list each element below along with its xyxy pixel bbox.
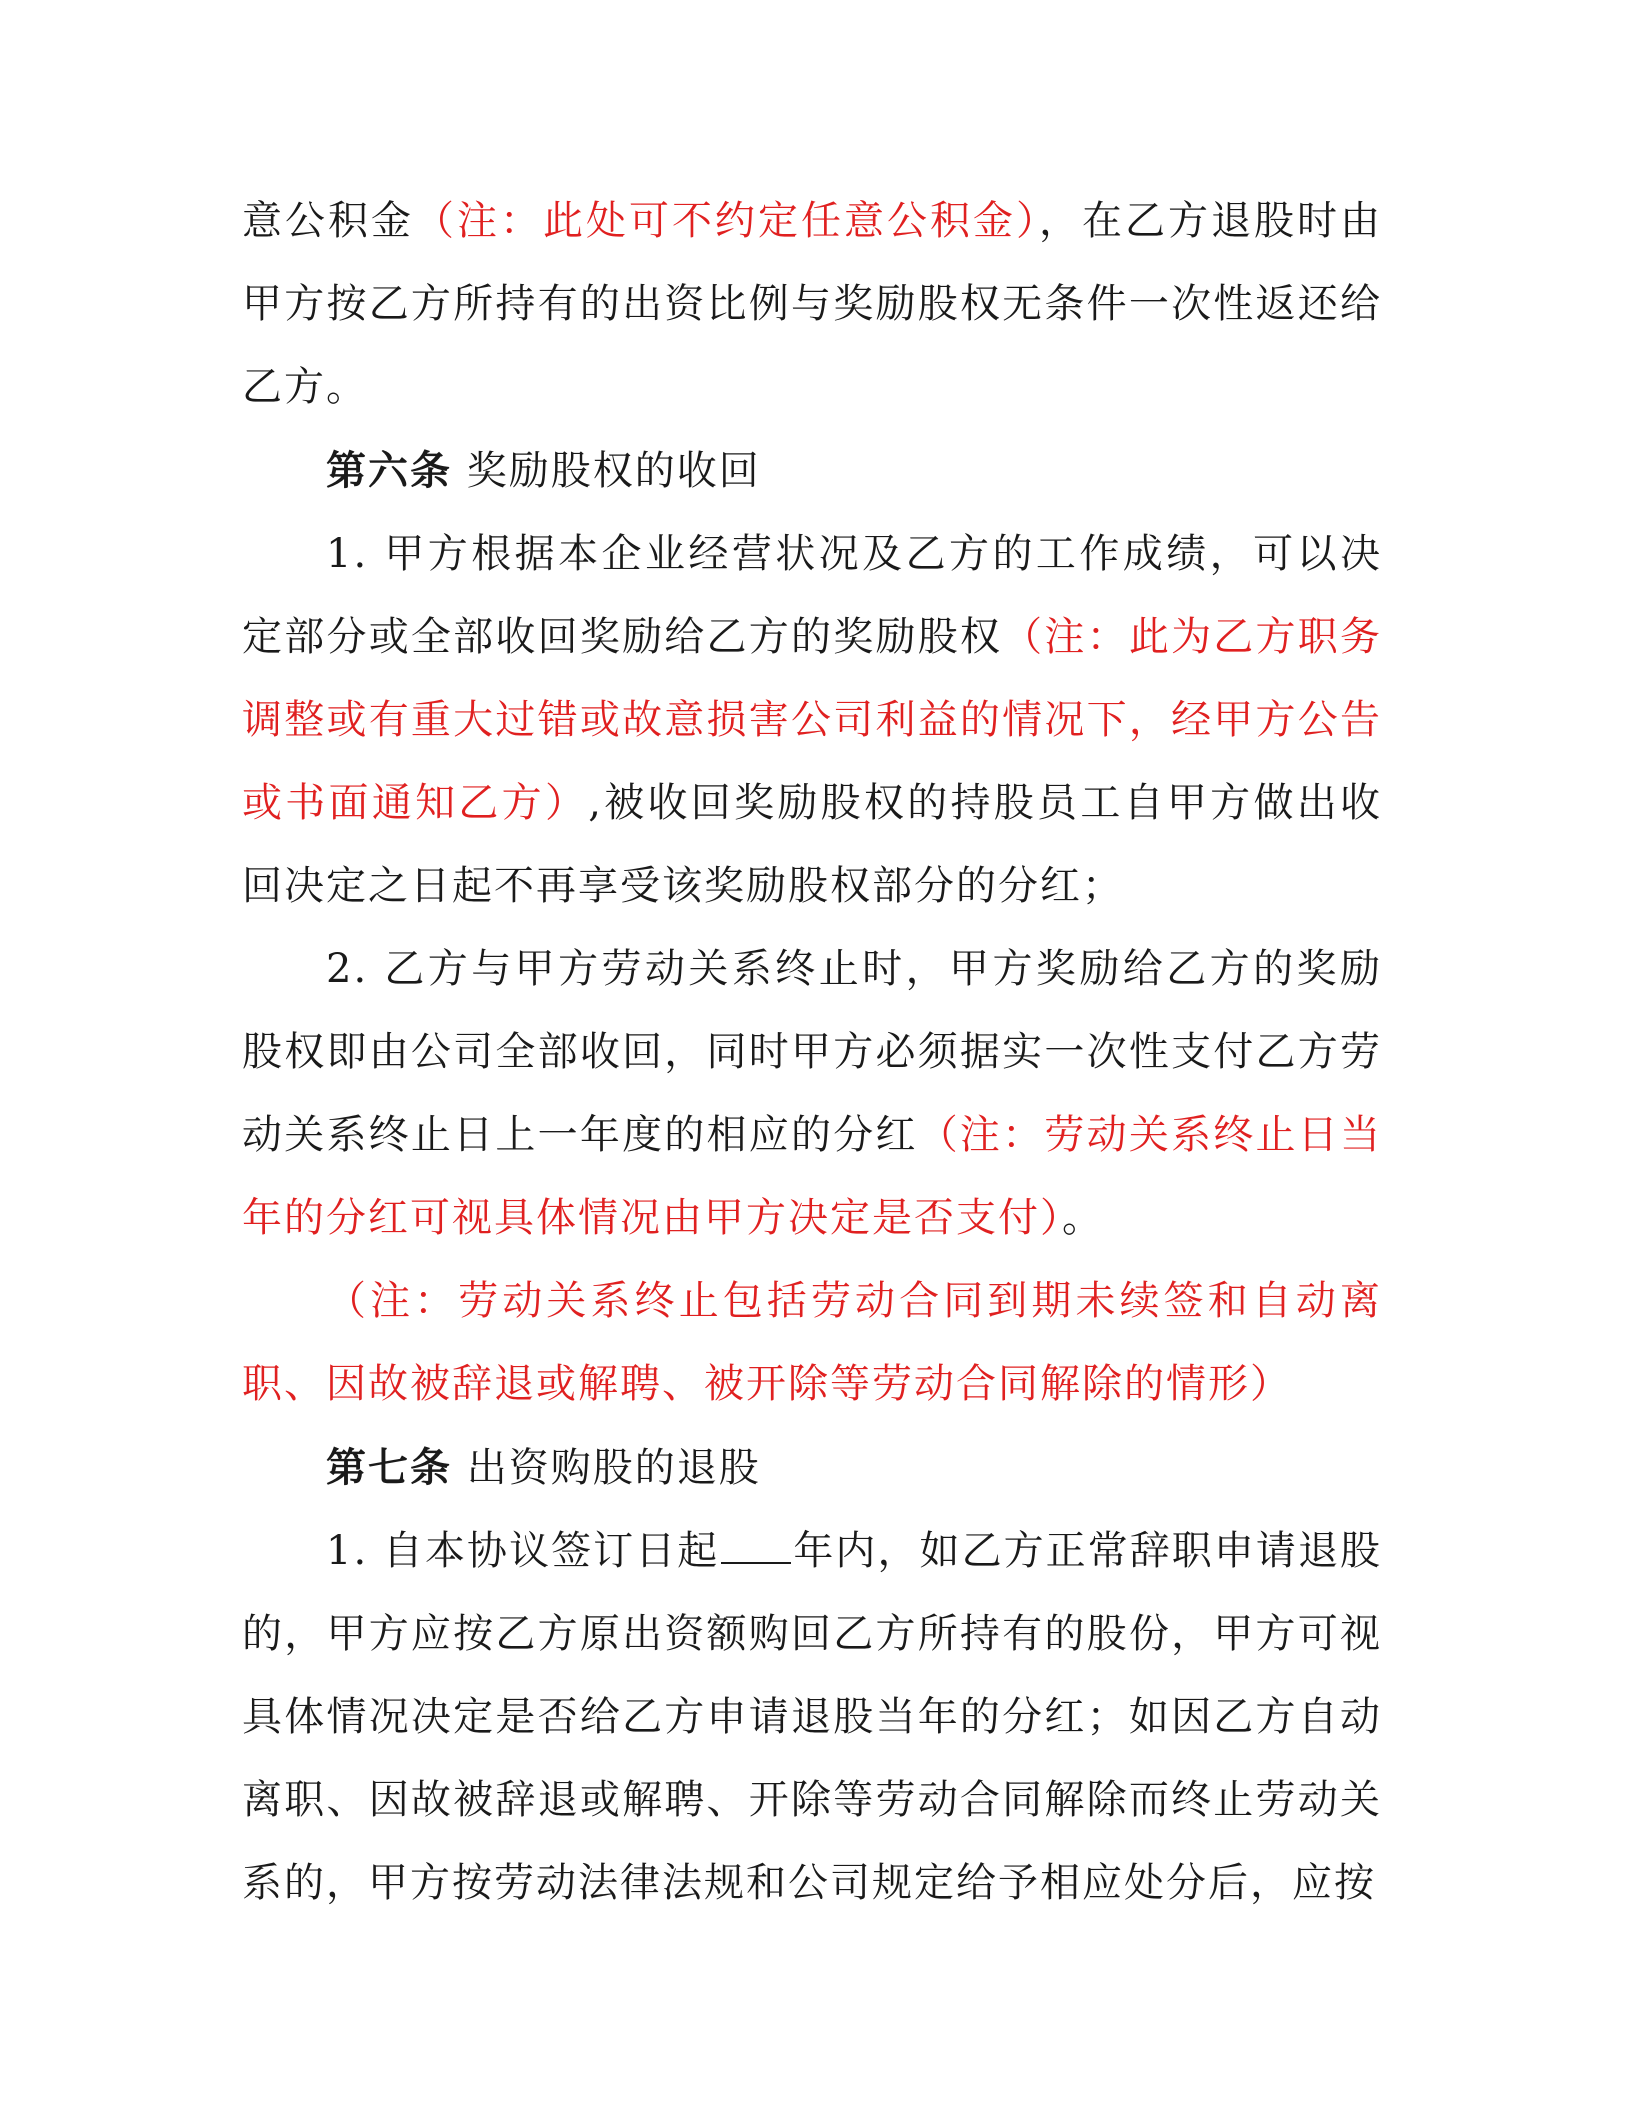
paragraph-surplus-reserve — [242, 180, 1382, 429]
paragraph-text: 1. 自本协议签订日起 — [326, 1528, 720, 1574]
paragraph-text: ，在乙方退股时由甲方按乙方所持有的出资比例与奖励股权无条件一次性返还给乙方。 — [242, 198, 1382, 410]
note-annotation: （注：此为乙方职务调整或有重大过错或故意损害公司利益的情况下，经甲方公告或书面通知乙方） — [242, 614, 1383, 826]
paragraph-text: 2. 乙方与甲方劳动关系终止时，甲方奖励给乙方的奖励股权即由公司全部收回，同时甲方必须据实一次性支付乙方劳动关系终止日上一年度的相应的分红 — [242, 946, 1382, 1158]
note-annotation: （注：劳动关系终止日当年的分红可视具体情况由甲方决定是否支付） — [242, 1112, 1383, 1241]
article-title: 出资购股的退股 — [466, 1445, 761, 1491]
fill-in-blank[interactable] — [721, 1528, 791, 1564]
article-6-heading — [242, 429, 1382, 513]
note-annotation: （注：此处可不约定任意公积金） — [414, 198, 1039, 244]
paragraph-text: 年内，如乙方正常辞职申请退股的，甲方应按乙方原出资额购回乙方所持有的股份，甲方可视具体情况决定是否给乙方申请退股当年的分红；如因乙方自动离职、因故被辞退或解聘、开除等劳动合同解除而终止劳动关系的，甲方按劳动法律法规和公司规定给予相应处分后，应按 — [242, 1528, 1383, 1906]
paragraph-text: 1. 甲方根据本企业经营状况及乙方的工作成绩，可以决定部分或全部收回奖励给乙方的奖励股权 — [242, 531, 1382, 660]
article-7-clause-1 — [242, 1510, 1382, 1925]
article-number: 第七条 — [326, 1444, 452, 1491]
article-6-note — [242, 1260, 1382, 1426]
paragraph-text: ,被收回奖励股权的持股员工自甲方做出收回决定之日起不再享受该奖励股权部分的分红； — [242, 780, 1383, 909]
note-annotation: （注：劳动关系终止包括劳动合同到期未续签和自动离职、因故被辞退或解聘、被开除等劳动合同解除的情形） — [242, 1278, 1382, 1407]
article-7-heading — [242, 1426, 1382, 1510]
paragraph-text: 。 — [1062, 1195, 1104, 1241]
article-title: 奖励股权的收回 — [466, 448, 761, 494]
paragraph-text: 意公积金 — [242, 198, 414, 244]
article-number: 第六条 — [326, 447, 452, 494]
article-6-clause-1 — [242, 513, 1382, 928]
document-body — [242, 180, 1382, 1925]
article-6-clause-2 — [242, 928, 1382, 1260]
